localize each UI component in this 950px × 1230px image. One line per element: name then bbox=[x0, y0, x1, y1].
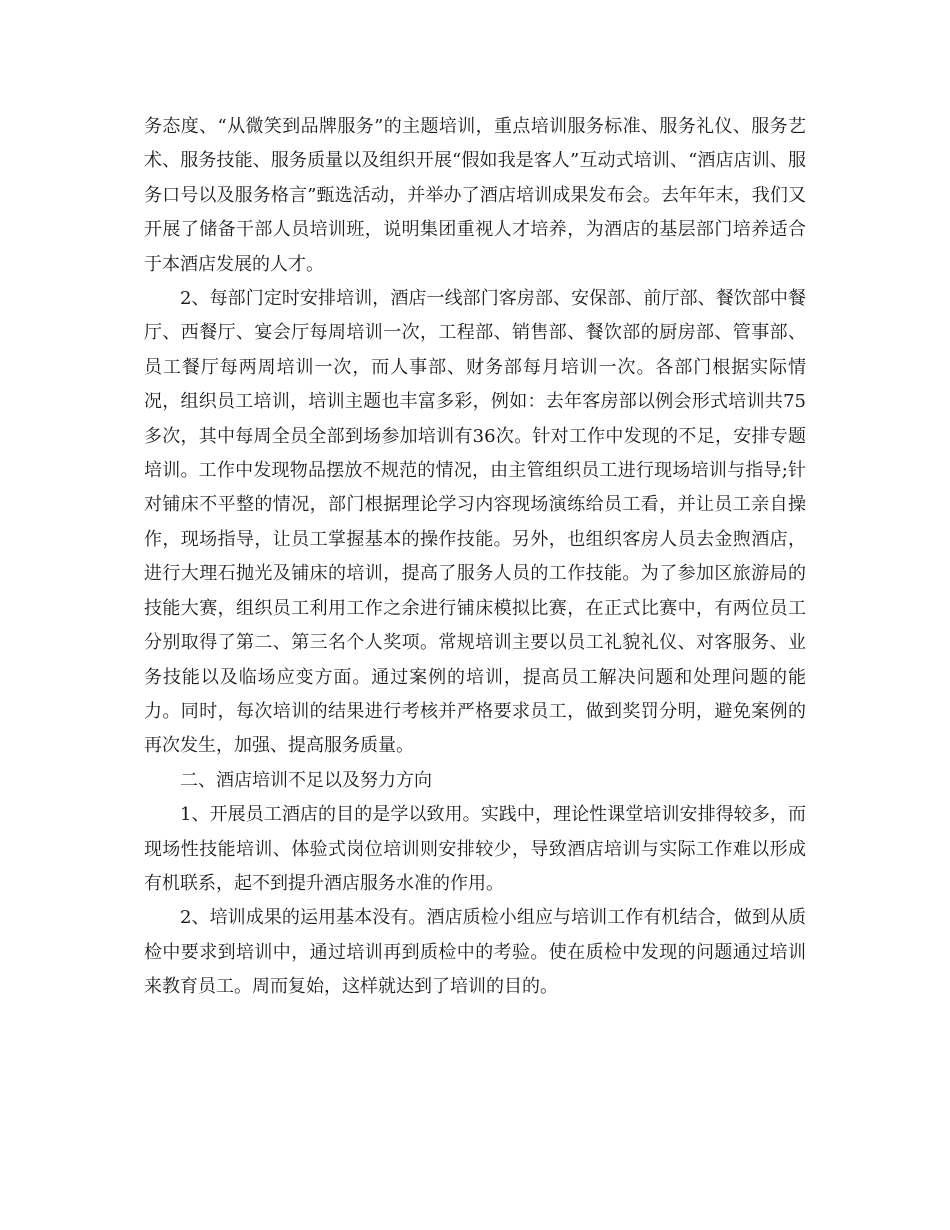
paragraph-department-training: 2、每部门定时安排培训，酒店一线部门客房部、安保部、前厅部、餐饮部中餐厅、西餐厅、宴会厅每周培训一次，工程部、销售部、餐饮部的厨房部、管事部、员工餐厅每两周培训一次，而人事部、财务部每月培训一次。各部门根据实际情况，组织员工培训，培训主题也丰富多彩，例如：去年客房部以例会形式培训共75多次，其中每周全员全部到场参加培训有36次。针对工作中发现的不足，安排专题培训。工作中发现物品摆放不规范的情况，由主管组织员工进行现场培训与指导;针对铺床不平整的情况，部门根据理论学习内容现场演练给员工看，并让员工亲自操作，现场指导，让员工掌握基本的操作技能。另外，也组织客房人员去金煦酒店，进行大理石抛光及铺床的培训，提高了服务人员的工作技能。为了参加区旅游局的技能大赛，组织员工利用工作之余进行铺床模拟比赛，在正式比赛中，有两位员工分别取得了第二、第三名个人奖项。常规培训主要以员工礼貌礼仪、对客服务、业务技能以及临场应变方面。通过案例的培训，提高员工解决问题和处理问题的能力。同时，每次培训的结果进行考核并严格要求员工，做到奖罚分明，避免案例的再次发生，加强、提高服务质量。 bbox=[144, 288, 806, 757]
paragraph-shortcoming-2: 2、培训成果的运用基本没有。酒店质检小组应与培训工作有机结合，做到从质检中要求到培训中，通过培训再到质检中的考验。使在质检中发现的问题通过培训来教育员工。周而复始，这样就达到了培训的目的。 bbox=[144, 907, 806, 998]
paragraph-continuation: 务态度、“从微笑到品牌服务”的主题培训，重点培训服务标准、服务礼仪、服务艺术、服务技能、服务质量以及组织开展“假如我是客人”互动式培训、“酒店店训、服务口号以及服务格言”甄选活动，并举办了酒店培训成果发布会。去年年末，我们又开展了储备干部人员培训班，说明集团重视人才培养，为酒店的基层部门培养适合于本酒店发展的人才。 bbox=[144, 116, 806, 275]
paragraph-shortcoming-1: 1、开展员工酒店的目的是学以致用。实践中，理论性课堂培训安排得较多，而现场性技能培训、体验式岗位培训则安排较少，导致酒店培训与实际工作难以形成有机联系，起不到提升酒店服务水准的作用。 bbox=[144, 804, 806, 894]
section-heading-shortcomings: 二、酒店培训不足以及努力方向 bbox=[180, 769, 432, 791]
document-body bbox=[144, 110, 806, 1005]
